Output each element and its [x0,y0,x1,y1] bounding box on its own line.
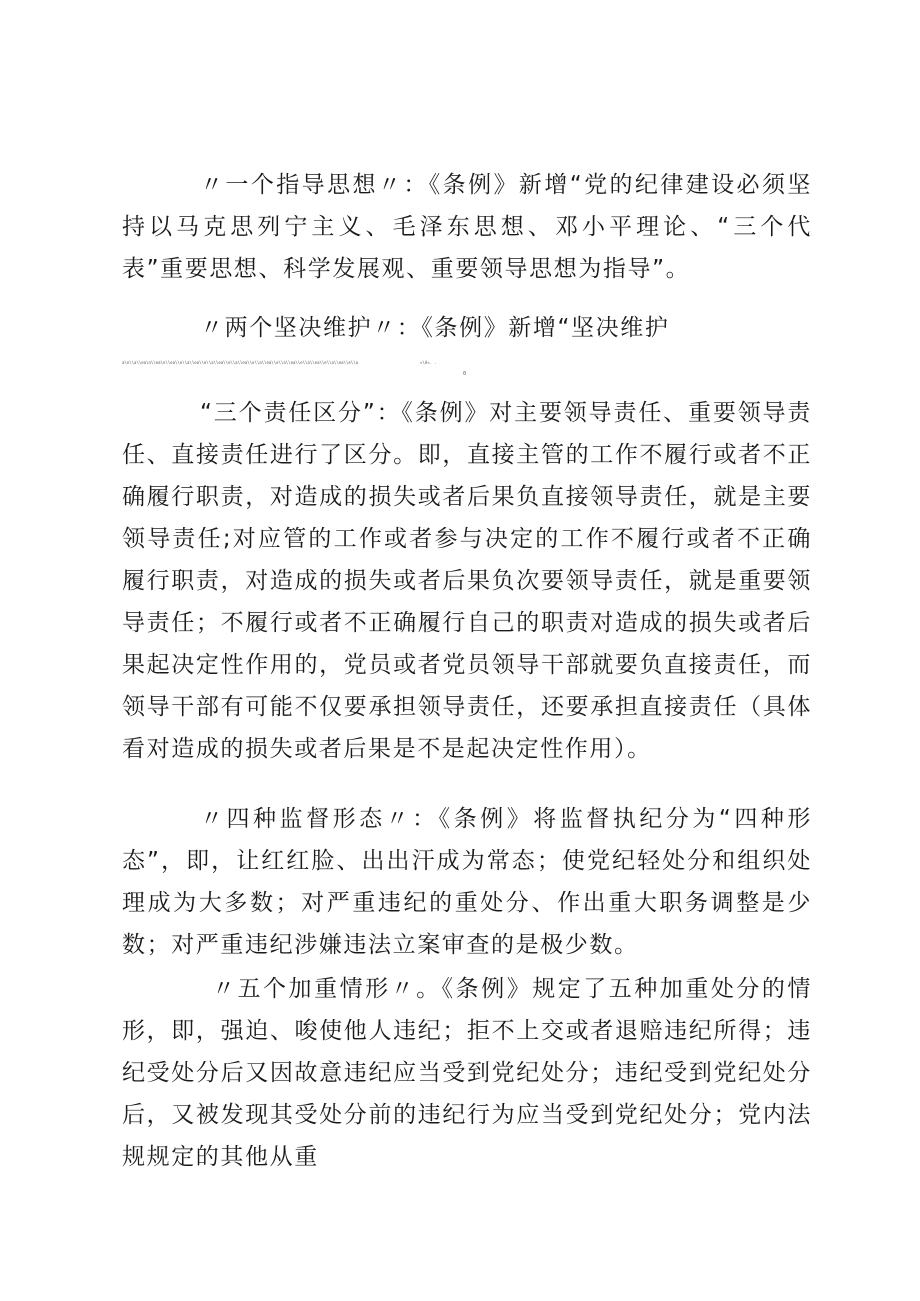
paragraph-three-responsibilities: “三个责任区分”：《条例》对主要领导责任、重要领导责任、直接责任进行了区分。即，直接主管的工作不履行或者不正确履行职责，对造成的损失或者后果负直接领导责任，就是主要领导责任;对应管的工作或者参与决定的工作不履行或者不正确履行职责，对造成的损失或者后果负次要领导责任，就是重要领导责任；不履行或者不正确履行自己的职责对造成的损失或者后果起决定性作用的，党员或者党员领导干部就要负直接责任，而领导干部有可能不仅要承担领导责任，还要承担直接责任（具体看对造成的损失或者后果是不是起决定性作用）。 [122,400,812,762]
garbled-text-fragment: «\A«. . [420,360,437,365]
garbled-text-line: a\n\\a\\ea\n\\ea\n\\ea\\e\\a\\ea\\e\\a\\ea\\e\\a\\ea\\e\\a\\ea\\e\\a\\ea\\e\\a\\ea\\e\\a\\ea\\e\\a [122,360,359,365]
paragraph-two-resolute-safeguards: 〃两个坚决维护〃：《条例》新增“坚决维护 [200,315,670,341]
paragraph-guiding-thought: 〃一个指导思想〃：《条例》新增“党的纪律建设必须坚持以马克思列宁主义、毛泽东思想、邓小平理论、“三个代表”重要思想、科学发展观、重要领导思想为指导”。 [122,172,812,282]
garbled-text-mark: 0 [463,371,467,377]
paragraph-five-aggravating-circumstances: 〃五个加重情形〃。《条例》规定了五种加重处分的情形，即，强迫、唆使他人违纪；拒不上交或者退赔违纪所得；违纪受处分后又因故意违纪应当受到党纪处分；违纪受到党纪处分后，又被发现其受处分前的违纪行为应当受到党纪处分；党内法规规定的其他从重 [122,976,812,1170]
paragraph-four-supervision-forms: 〃四种监督形态〃：《条例》将监督执纪分为“四种形态”，即，让红红脸、出出汗成为常态；使党纪轻处分和组织处理成为大多数；对严重违纪的重处分、作出重大职务调整是少数；对严重违纪涉嫌违法立案审查的是极少数。 [122,806,812,958]
